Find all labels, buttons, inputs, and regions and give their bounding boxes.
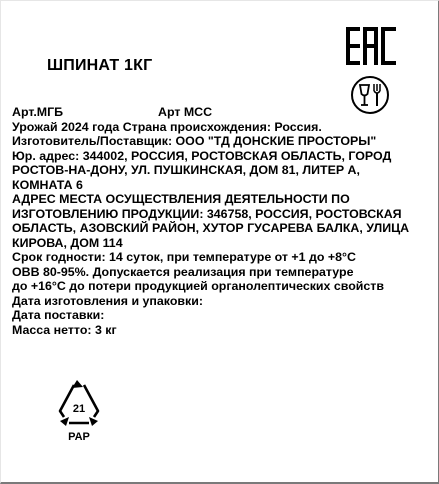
product-title: ШПИНАТ 1КГ bbox=[47, 57, 153, 74]
recycling-triangle-icon bbox=[55, 378, 103, 444]
net-weight-line: Масса нетто: 3 кг bbox=[12, 322, 117, 337]
legal-address-line-1: Юр. адрес: 344002, РОССИЯ, РОСТОВСКАЯ ОБЛАСТЬ, ГОРОД bbox=[12, 148, 392, 163]
article-1: Арт.МГБ bbox=[12, 105, 64, 119]
label-body bbox=[12, 105, 437, 337]
shelf-life-line: Срок годности: 14 суток, при температуре от +1 до +8°С bbox=[12, 250, 356, 264]
legal-address-line-2: РОСТОВ-НА-ДОНУ, УЛ. ПУШКИНСКАЯ, ДОМ 81, ЛИТЕР А, bbox=[12, 163, 360, 177]
production-address-line-3: ОБЛАСТЬ, АЗОВСКИЙ РАЙОН, ХУТОР ГУСАРЕВА БАЛКА, УЛИЦА bbox=[12, 221, 410, 235]
eac-mark-icon bbox=[345, 26, 397, 66]
production-address-line-2: ИЗГОТОВЛЕНИЮ ПРОДУКЦИИ: 346758, РОССИЯ, РОСТОВСКАЯ bbox=[12, 206, 402, 221]
production-address-line-4: КИРОВА, ДОМ 114 bbox=[12, 235, 123, 250]
article-row bbox=[12, 105, 437, 120]
legal-address-line-3: КОМНАТА 6 bbox=[12, 177, 83, 192]
recycling-number: 21 bbox=[72, 403, 86, 415]
storage-line: до +16°С до потери продукцией органолептических свойств bbox=[12, 279, 384, 293]
production-date-line: Дата изготовления и упаковки: bbox=[12, 293, 203, 308]
article-2: Арт МСС bbox=[158, 105, 213, 119]
humidity-line: ОВВ 80-95%. Допускается реализация при температуре bbox=[12, 264, 354, 279]
harvest-origin-line: Урожай 2024 года Страна происхождения: Россия. bbox=[12, 119, 322, 134]
manufacturer-line: Изготовитель/Поставщик: ООО "ТД ДОНСКИЕ ПРОСТОРЫ" bbox=[12, 134, 377, 148]
production-address-line-1: АДРЕС МЕСТА ОСУЩЕСТВЛЕНИЯ ДЕЯТЕЛЬНОСТИ ПО bbox=[12, 192, 350, 206]
delivery-date-line: Дата поставки: bbox=[12, 308, 105, 322]
recycling-code: PAP bbox=[68, 431, 90, 443]
